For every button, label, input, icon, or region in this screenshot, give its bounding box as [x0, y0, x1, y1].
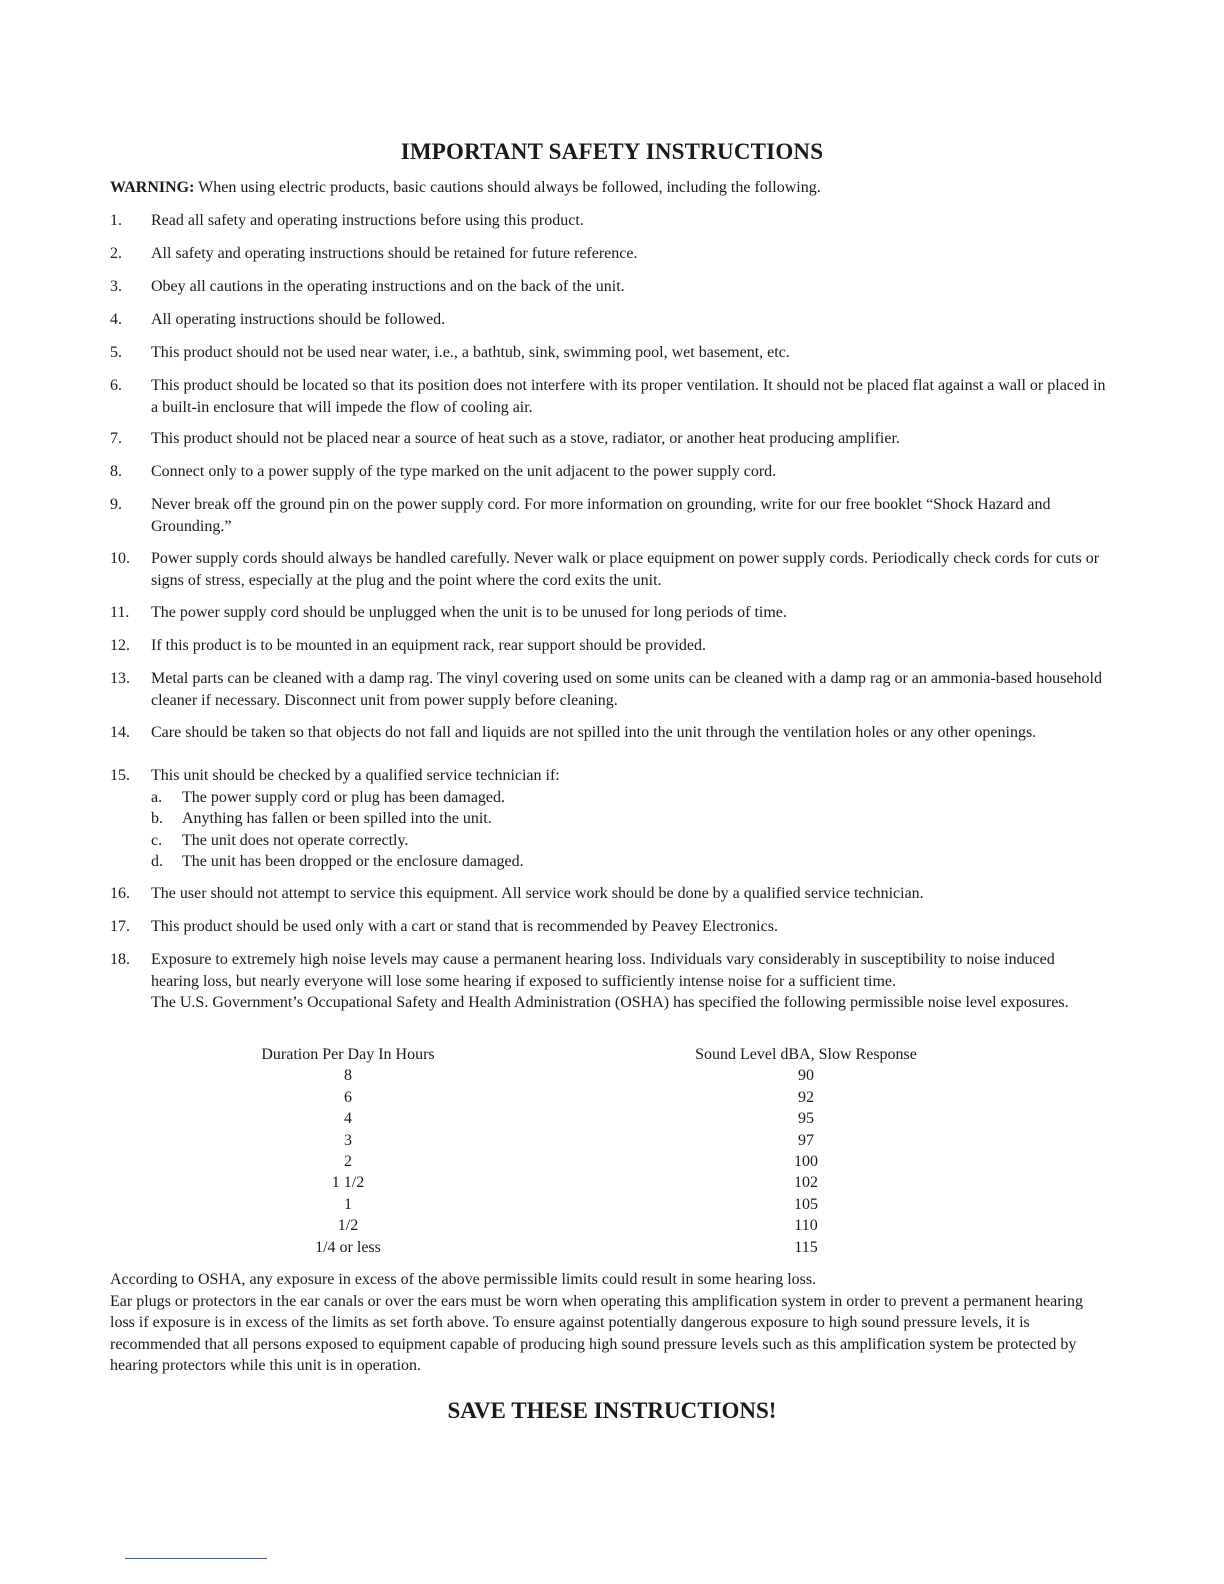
item-number: 18.	[110, 951, 130, 968]
save-instructions-heading: SAVE THESE INSTRUCTIONS!	[447, 1398, 777, 1423]
duration-cell: 1 1/2	[331, 1174, 365, 1192]
sound-level-cell: 90	[798, 1067, 814, 1085]
column-header-duration: Duration Per Day In Hours	[261, 1046, 435, 1063]
sub-item-c	[151, 830, 1106, 852]
item-text: This product should not be placed near a source of heat such as a stove, radiator, or another heat producing amplifier.	[151, 430, 900, 447]
sub-item-a	[151, 787, 1106, 809]
table-row	[190, 1108, 1006, 1129]
item-text: If this product is to be mounted in an equipment rack, rear support should be provided.	[151, 637, 706, 654]
item-number: 13.	[110, 670, 130, 687]
sound-level-cell: 105	[794, 1195, 818, 1213]
table-row	[190, 1130, 1006, 1151]
item-text: This product should be located so that its position does not interfere with its proper ventilation. It should not be placed flat against a wall or placed in a built-in enclosure that will impede the flow of cooling air.	[151, 377, 1106, 416]
item-number: 6.	[110, 377, 122, 394]
sub-item-d	[151, 851, 1106, 873]
item-text: Obey all cautions in the operating instructions and on the back of the unit.	[151, 278, 625, 295]
item-number: 9.	[110, 496, 122, 513]
item-text: Never break off the ground pin on the power supply cord. For more information on grounding, write for our free booklet “Shock Hazard and Grounding.”	[151, 496, 1051, 535]
sound-level-cell: 100	[794, 1153, 818, 1171]
item-number: 12.	[110, 637, 130, 654]
item-number: 14.	[110, 724, 130, 741]
item-body	[151, 765, 1106, 873]
osha-note-paragraph: Ear plugs or protectors in the ear canals or over the ears must be worn when operating this amplification system in order to prevent a permanent hearing loss if exposure is in excess of the limits as set forth above. To ensure against potentially dangerous exposure to high sound pressure levels, it is recommended that all persons exposed to equipment capable of producing high sound pressure levels such as this amplification system be protected by hearing protectors while this unit is in operation.	[110, 1292, 1084, 1374]
warning-line	[110, 179, 821, 197]
item-text: This product should not be used near water, i.e., a bathtub, sink, swimming pool, wet basement, etc.	[151, 344, 790, 361]
sub-item-letter: d.	[151, 853, 163, 870]
sub-item-letter: b.	[151, 810, 163, 827]
sub-item-letter: c.	[151, 831, 163, 849]
item-number: 17.	[110, 918, 130, 935]
item-number: 4.	[110, 311, 122, 328]
sound-level-cell: 115	[794, 1238, 818, 1256]
sound-level-cell: 97	[798, 1131, 814, 1149]
table-row	[190, 1087, 1006, 1108]
item-number: 2.	[110, 245, 122, 262]
item-number: 3.	[110, 278, 122, 295]
item-number: 11.	[110, 604, 130, 621]
item-text: Connect only to a power supply of the type marked on the unit adjacent to the power supply cord.	[151, 463, 777, 480]
table-row	[190, 1172, 1006, 1193]
item-text: Care should be taken so that objects do not fall and liquids are not spilled into the unit through the ventilation holes or any other openings.	[151, 724, 1037, 741]
sound-level-cell: 95	[798, 1110, 814, 1128]
sub-item-text: The unit does not operate correctly.	[182, 831, 409, 849]
item-number: 15.	[110, 767, 130, 784]
sub-item-text: The power supply cord or plug has been damaged.	[182, 788, 506, 806]
duration-cell: 1/2	[337, 1217, 359, 1235]
item-text: This product should be used only with a cart or stand that is recommended by Peavey Electronics.	[151, 918, 778, 935]
item-text: The power supply cord should be unplugged when the unit is to be unused for long periods of time.	[151, 604, 787, 621]
table-row	[190, 1065, 1006, 1086]
osha-note	[110, 1269, 1110, 1377]
footnote-divider	[125, 1558, 267, 1559]
page-title: IMPORTANT SAFETY INSTRUCTIONS	[400, 139, 824, 164]
item-text: The user should not attempt to service this equipment. All service work should be done by a qualified service technician.	[151, 885, 924, 902]
item-text: Metal parts can be cleaned with a damp rag. The vinyl covering used on some units can be cleaned with a damp rag or an ammonia-based household cleaner if necessary. Disconnect unit from power supply before cleaning.	[151, 670, 1102, 709]
sub-item-text: Anything has fallen or been spilled into the unit.	[182, 810, 492, 827]
item-number: 10.	[110, 550, 130, 567]
table-row	[190, 1237, 1006, 1258]
item-number: 5.	[110, 344, 122, 361]
item-text: Exposure to extremely high noise levels may cause a permanent hearing loss. Individuals vary considerably in susceptibility to noise induced hearing loss, but nearly everyone will lose some hearing if exposed to sufficiently intense noise for a sufficient time.	[151, 951, 1055, 990]
item-body	[151, 949, 1106, 1014]
duration-cell: 1	[344, 1195, 352, 1213]
duration-cell: 6	[344, 1088, 352, 1106]
duration-cell: 2	[344, 1153, 352, 1171]
osha-note-line-1: According to OSHA, any exposure in excess of the above permissible limits could result in some hearing loss.	[110, 1271, 817, 1288]
osha-noise-table	[190, 1044, 1006, 1258]
duration-cell: 3	[344, 1131, 352, 1149]
item-text: This unit should be checked by a qualified service technician if:	[151, 767, 560, 784]
sub-item-b	[151, 808, 1106, 830]
column-header-sound-level: Sound Level dBA, Slow Response	[695, 1046, 917, 1063]
duration-cell: 1/4 or less	[315, 1238, 381, 1256]
duration-cell: 4	[344, 1110, 352, 1128]
sub-item-letter: a.	[151, 788, 163, 806]
sound-level-cell: 92	[798, 1088, 814, 1106]
sound-level-cell: 110	[794, 1217, 818, 1235]
item-text: All safety and operating instructions should be retained for future reference.	[151, 245, 638, 262]
warning-label: WARNING:	[110, 179, 195, 196]
item-number: 8.	[110, 463, 122, 480]
duration-cell: 8	[344, 1067, 352, 1085]
table-row	[190, 1194, 1006, 1215]
sub-item-text: The unit has been dropped or the enclosure damaged.	[182, 853, 524, 870]
table-row	[190, 1215, 1006, 1236]
table-row	[190, 1151, 1006, 1172]
warning-text: When using electric products, basic cautions should always be followed, including the following.	[194, 179, 821, 196]
table-header-row	[190, 1044, 1006, 1065]
item-number: 16.	[110, 885, 130, 902]
item-text: All operating instructions should be followed.	[151, 311, 446, 328]
item-text-continued: The U.S. Government’s Occupational Safety and Health Administration (OSHA) has specified the following permissible noise level exposures.	[151, 994, 1069, 1011]
item-text: Power supply cords should always be handled carefully. Never walk or place equipment on power supply cords. Periodically check cords for cuts or signs of stress, especially at the plug and the point where the cord exits the unit.	[151, 550, 1100, 589]
item-number: 1.	[110, 212, 122, 229]
item-text: Read all safety and operating instructions before using this product.	[151, 212, 584, 229]
item-number: 7.	[110, 430, 122, 447]
sound-level-cell: 102	[794, 1174, 818, 1192]
